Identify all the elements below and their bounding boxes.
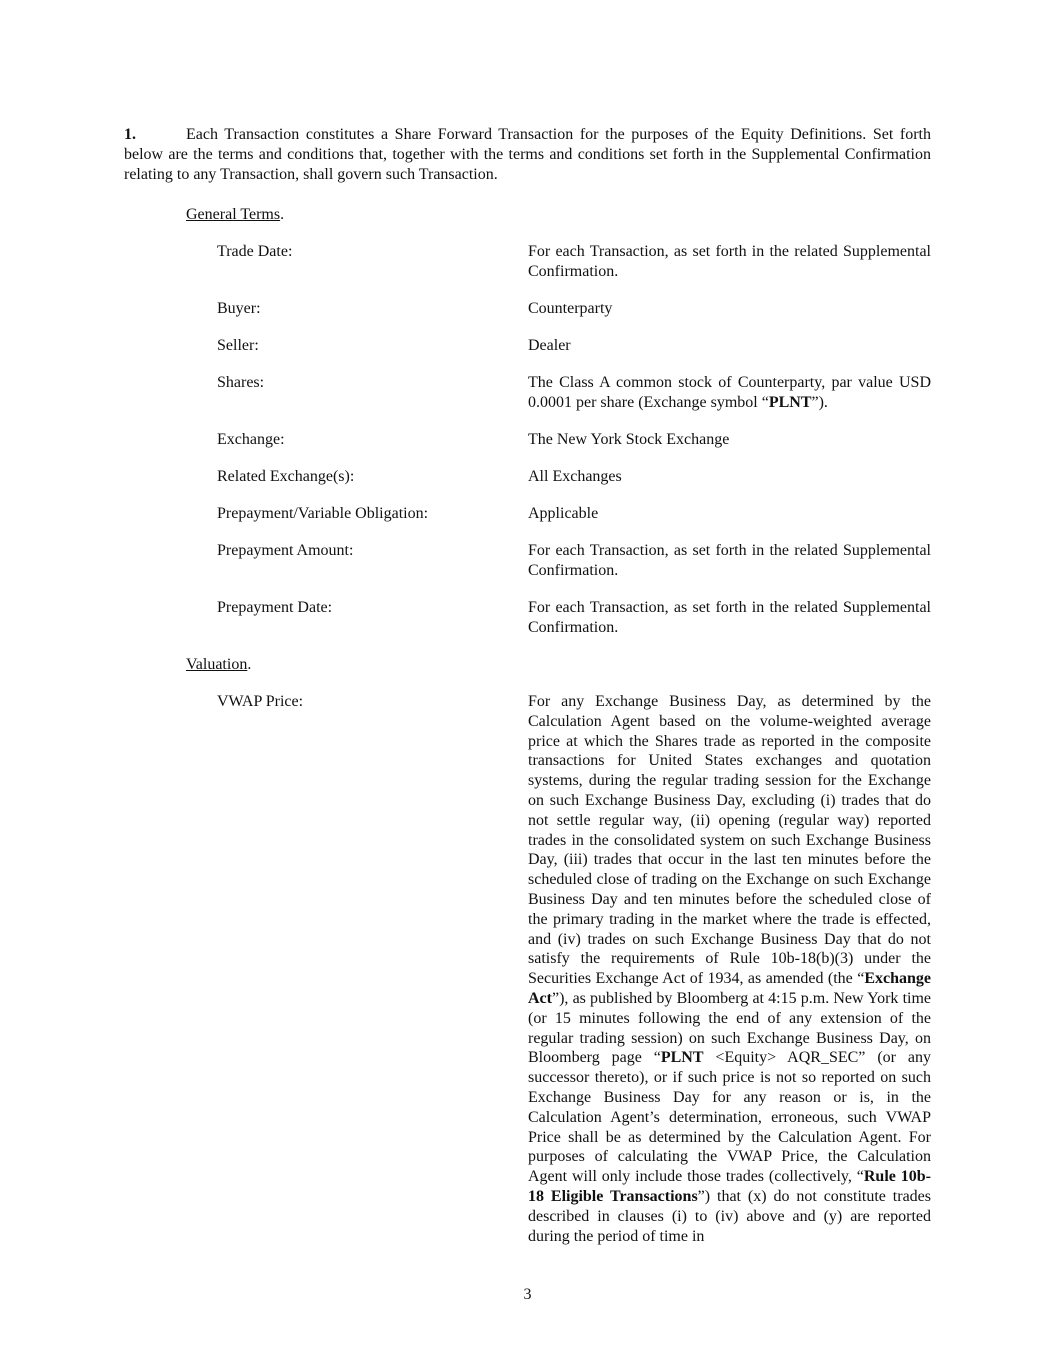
vwap-price-label: VWAP Price: (217, 693, 304, 710)
prepayment-amount-value: For each Transaction, as set forth in the related Supplemental Confirmation. (528, 542, 931, 579)
ticker-symbol-bloomberg: PLNT (660, 1049, 704, 1067)
seller-label: Seller: (217, 337, 259, 354)
shares-label: Shares: (217, 374, 265, 391)
prepayment-date-label: Prepayment Date: (217, 599, 333, 616)
intro-paragraph (124, 125, 931, 185)
prepayment-obligation-label: Prepayment/Variable Obligation: (217, 505, 429, 522)
exchange-act-term: Exchange Act (528, 970, 931, 1007)
page-number: 3 (523, 1286, 532, 1303)
exchange-value: The New York Stock Exchange (528, 431, 730, 448)
general-terms-heading: General Terms. (186, 206, 285, 223)
prepayment-obligation-value: Applicable (528, 505, 599, 522)
buyer-label: Buyer: (217, 300, 261, 317)
shares-value: The Class A common stock of Counterparty, par value USD 0.0001 per share (Exchange symbol “PLNT”). (528, 374, 931, 411)
section-number: 1. (124, 126, 136, 143)
trade-date-value: For each Transaction, as set forth in the related Supplemental Confirmation. (528, 243, 931, 280)
seller-value: Dealer (528, 337, 571, 354)
related-exchange-value: All Exchanges (528, 468, 622, 485)
exchange-label: Exchange: (217, 431, 285, 448)
buyer-value: Counterparty (528, 300, 613, 317)
valuation-heading: Valuation. (186, 656, 252, 673)
rule-10b18-term: Rule 10b-18 Eligible Transactions (528, 1168, 932, 1205)
ticker-symbol: PLNT (768, 393, 812, 411)
prepayment-amount-label: Prepayment Amount: (217, 542, 354, 559)
vwap-price-value: For any Exchange Business Day, as determined by the Calculation Agent based on the volume-weighted average price at which the Shares trade as reported in the composite transactions for United States exchanges and quotation systems, during the regular trading session for the Exchange on such Exchange Business Day, excluding (i) trades that do not settle regular way, (ii) opening (regular way) reported trades in the consolidated system on such Exchange Business Day, (iii) trades that occur in the last ten minutes before the scheduled close of trading on the Exchange on such Exchange Business Day and ten minutes before the scheduled close of the primary trading in the market where the trade is effected, and (iv) trades on such Exchange Business Day that do not satisfy the requirements of Rule 10b-18(b)(3) under the Securities Exchange Act of 1934, as amended (the “Exchange Act”), as published by Bloomberg at 4:15 p.m. New York time (or 15 minutes following the end of any extension of the regular trading session) on such Exchange Business Day, on Bloomberg page “PLNT <Equity> AQR_SEC” (or any successor thereto), or if such price is not so reported on such Exchange Business Day for any reason or is, in the Calculation Agent’s determination, erroneous, such VWAP Price shall be as determined by the Calculation Agent. For purposes of calculating the VWAP Price, the Calculation Agent will only include those trades (collectively, “Rule 10b-18 Eligible Transactions”) that (x) do not constitute trades described in clauses (i) to (iv) above and (y) are reported during the period of time in (528, 693, 932, 1245)
trade-date-label: Trade Date: (217, 243, 293, 260)
intro-text: Each Transaction constitutes a Share Forward Transaction for the purposes of the Equity Definitions. Set forth below are the terms and conditions that, together with the terms and conditions set forth in the Supplemental Confirmation relating to any Transaction, shall govern such Transaction. (124, 126, 931, 183)
prepayment-date-value: For each Transaction, as set forth in the related Supplemental Confirmation. (528, 599, 931, 636)
related-exchange-label: Related Exchange(s): (217, 468, 355, 485)
